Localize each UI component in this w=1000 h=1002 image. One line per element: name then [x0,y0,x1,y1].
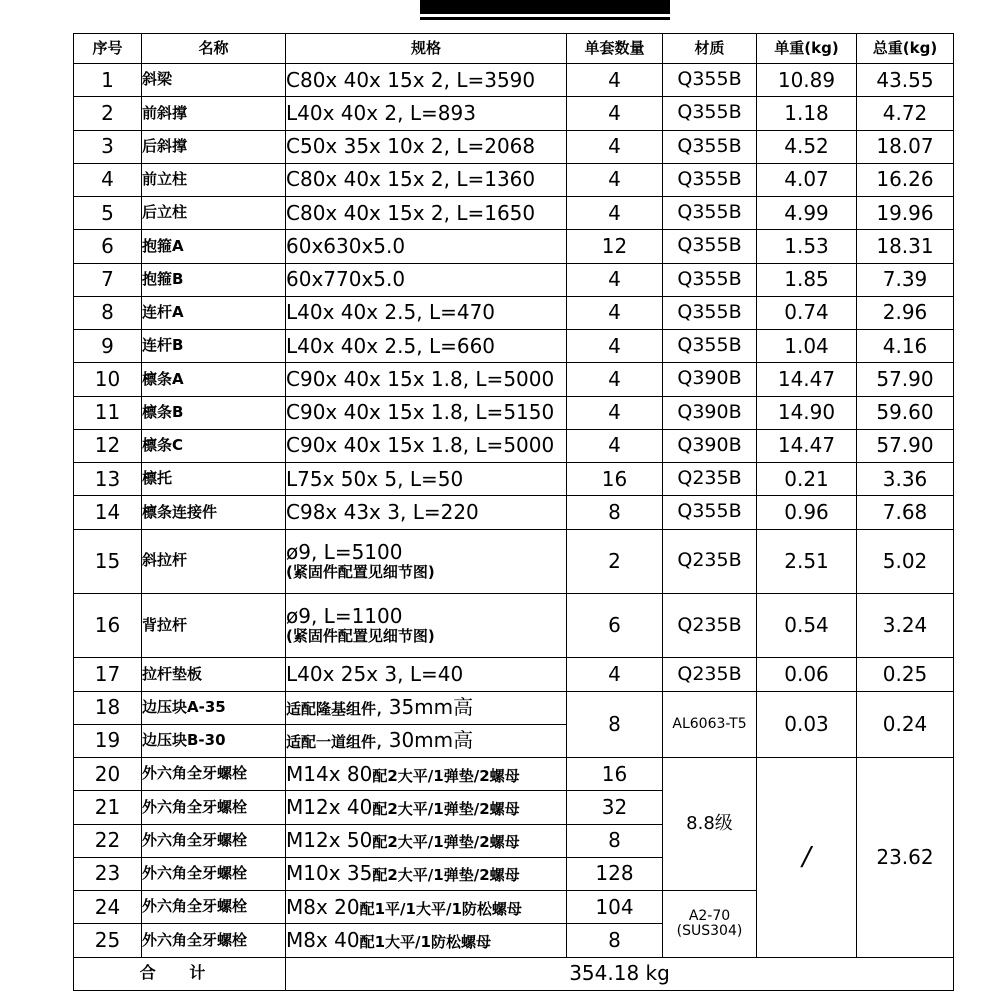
row-spec-fittings: 配1平/1大平/1防松螺母 [359,899,522,918]
header-total-weight: 总重(kg) [857,34,954,64]
row-total-weight: 59.60 [857,396,954,429]
row-unit-weight: 4.07 [757,163,857,196]
row-spec-main: C50x 35x 10x 2, L=2068 [286,134,536,159]
row-qty: 4 [567,330,663,363]
table-row [74,163,954,196]
row-spec [286,363,567,396]
row-spec [286,263,567,296]
row-qty: 32 [567,791,663,824]
table-body [74,64,954,991]
row-qty: 4 [567,97,663,130]
header-no: 序号 [74,34,142,64]
row-spec-size: M8x 20 [286,894,360,919]
row-material: Q355B [663,330,757,363]
row-qty: 12 [567,230,663,263]
row-spec-main: C80x 40x 15x 2, L=1650 [286,200,536,225]
table-row [74,593,954,657]
row-unit-weight: 1.85 [757,263,857,296]
row-no: 20 [74,758,142,791]
row-name: 外六角全牙螺栓 [142,891,286,924]
row-qty: 4 [567,429,663,462]
header-name: 名称 [142,34,286,64]
row-no: 1 [74,64,142,97]
row-name: 前斜撑 [142,97,286,130]
row-material: Q235B [663,463,757,496]
row-spec-main: C98x 43x 3, L=220 [286,499,479,524]
row-name: 前立柱 [142,163,286,196]
row-name: 檩条C [142,429,286,462]
row-material: Q390B [663,363,757,396]
row-no: 8 [74,296,142,329]
row-total-weight: 3.24 [857,593,954,657]
row-no: 13 [74,463,142,496]
row-total-weight: 3.36 [857,463,954,496]
row-spec-size: M8x 40 [286,927,360,952]
row-name: 外六角全牙螺栓 [142,791,286,824]
row-qty: 128 [567,857,663,890]
bolt-total-weight: 23.62 [857,758,954,958]
row-spec [286,758,567,791]
row-unit-weight: 0.06 [757,658,857,691]
row-name: 檩条连接件 [142,496,286,529]
table-row [74,330,954,363]
row-name: 檩条B [142,396,286,429]
row-total-weight: 57.90 [857,363,954,396]
row-total-weight: 0.25 [857,658,954,691]
row-no: 2 [74,97,142,130]
row-spec [286,429,567,462]
table-row [74,429,954,462]
row-spec [286,496,567,529]
row-no: 10 [74,363,142,396]
row-no: 9 [74,330,142,363]
row-spec-tail: , 35mm高 [376,695,474,720]
row-spec-main: 60x770x5.0 [286,267,406,292]
row-spec-fittings: 配2大平/1弹垫/2螺母 [372,799,520,818]
row-total-weight: 57.90 [857,429,954,462]
table-row [74,363,954,396]
row-name: 外六角全牙螺栓 [142,758,286,791]
row-unit-weight: 0.74 [757,296,857,329]
row-no: 25 [74,924,142,957]
row-spec [286,857,567,890]
bolt-material-a2-line2: (SUS304) [676,922,743,939]
row-qty: 4 [567,658,663,691]
row-spec-fittings: 配2大平/1弹垫/2螺母 [372,866,520,885]
row-qty: 8 [567,824,663,857]
row-spec [286,197,567,230]
row-spec [286,296,567,329]
row-qty: 8 [567,496,663,529]
row-material: Q355B [663,130,757,163]
row-unit-weight: 0.21 [757,463,857,496]
row-spec [286,463,567,496]
row-total-weight: 7.39 [857,263,954,296]
row-qty: 4 [567,197,663,230]
row-material: Q355B [663,197,757,230]
summary-value: 354.18 kg [286,957,954,990]
row-spec-main: L40x 40x 2.5, L=660 [286,333,496,358]
row-unit-weight: 1.53 [757,230,857,263]
row-name: 背拉杆 [142,593,286,657]
row-spec-size: M14x 80 [286,761,373,786]
row-spec [286,658,567,691]
row-name: 连杆A [142,296,286,329]
table-row [74,496,954,529]
table-row [74,130,954,163]
row-spec [286,330,567,363]
row-name: 斜梁 [142,64,286,97]
row-material: Q355B [663,163,757,196]
bolt-unit-weight: / [757,758,857,958]
row-qty: 4 [567,263,663,296]
bill-of-materials-table [73,33,954,991]
row-material: Q235B [663,593,757,657]
row-no: 21 [74,791,142,824]
row-total-weight: 43.55 [857,64,954,97]
row-qty: 8 [567,924,663,957]
row-unit-weight: 14.90 [757,396,857,429]
row-qty: 4 [567,130,663,163]
row-total-weight: 5.02 [857,529,954,593]
row-qty: 16 [567,463,663,496]
row-qty: 4 [567,396,663,429]
row-unit-weight: 1.18 [757,97,857,130]
row-spec-main: ø9, L=5100 [286,539,403,564]
row-spec [286,891,567,924]
row-spec-main: C80x 40x 15x 2, L=3590 [286,67,536,92]
row-unit-weight: 0.96 [757,496,857,529]
row-name: 外六角全牙螺栓 [142,857,286,890]
row-unit-weight: 1.04 [757,330,857,363]
row-spec-main: C80x 40x 15x 2, L=1360 [286,167,536,192]
row-total-weight: 18.07 [857,130,954,163]
row-name: 抱箍B [142,263,286,296]
row-material: Q235B [663,529,757,593]
row-material: Q355B [663,64,757,97]
row-name: 外六角全牙螺栓 [142,924,286,957]
row-spec [286,593,567,657]
row-spec-main: ø9, L=1100 [286,604,403,629]
row-total-weight: 4.16 [857,330,954,363]
row-no: 17 [74,658,142,691]
row-spec-cn: 适配一道组件 [286,733,377,752]
clamp-material: AL6063-T5 [663,691,757,758]
header-unit-weight: 单重(kg) [757,34,857,64]
row-material: Q390B [663,429,757,462]
clamp-total-weight: 0.24 [857,691,954,758]
row-unit-weight: 14.47 [757,363,857,396]
row-no: 24 [74,891,142,924]
row-material: Q355B [663,230,757,263]
table-row [74,230,954,263]
row-spec [286,724,567,757]
row-no: 6 [74,230,142,263]
clamp-unit-weight: 0.03 [757,691,857,758]
row-name: 后斜撑 [142,130,286,163]
row-no: 19 [74,724,142,757]
row-spec [286,130,567,163]
row-no: 14 [74,496,142,529]
table-row [74,296,954,329]
row-total-weight: 18.31 [857,230,954,263]
table-row [74,64,954,97]
row-spec-fittings: 配1大平/1防松螺母 [359,932,491,951]
row-no: 7 [74,263,142,296]
row-name: 边压块A-35 [142,691,286,724]
row-spec-main: C90x 40x 15x 1.8, L=5000 [286,366,555,391]
row-spec [286,97,567,130]
row-spec-main: 60x630x5.0 [286,233,406,258]
row-no: 4 [74,163,142,196]
row-qty: 104 [567,891,663,924]
row-unit-weight: 4.52 [757,130,857,163]
table-row [74,529,954,593]
table-row [74,263,954,296]
row-spec-main: L75x 50x 5, L=50 [286,466,464,491]
row-no: 5 [74,197,142,230]
table-row [74,97,954,130]
row-name: 斜拉杆 [142,529,286,593]
row-qty: 16 [567,758,663,791]
row-spec [286,691,567,724]
row-name: 抱箍A [142,230,286,263]
row-spec [286,64,567,97]
row-spec-tail: , 30mm高 [376,728,474,753]
row-no: 16 [74,593,142,657]
row-name: 檩托 [142,463,286,496]
row-qty: 6 [567,593,663,657]
row-material: Q390B [663,396,757,429]
row-name: 外六角全牙螺栓 [142,824,286,857]
row-material: Q235B [663,658,757,691]
table-row [74,691,954,724]
row-no: 3 [74,130,142,163]
row-unit-weight: 14.47 [757,429,857,462]
row-spec-fittings: 配2大平/1弹垫/2螺母 [372,833,520,852]
table-row [74,197,954,230]
table-row [74,658,954,691]
clamp-qty: 8 [567,691,663,758]
header-spec: 规格 [286,34,567,64]
row-unit-weight: 10.89 [757,64,857,97]
row-spec [286,824,567,857]
row-spec-size: M12x 50 [286,828,373,853]
row-qty: 4 [567,163,663,196]
row-spec-main: L40x 25x 3, L=40 [286,661,464,686]
row-spec [286,396,567,429]
header-row [74,34,954,64]
row-no: 22 [74,824,142,857]
row-spec [286,529,567,593]
table-row [74,758,954,791]
row-material: Q355B [663,496,757,529]
bolt-material-a2-line1: A2-70 [688,908,731,925]
summary-row [74,957,954,990]
row-spec-note: (紧固件配置见细节图) [286,627,435,646]
row-name: 檩条A [142,363,286,396]
row-qty: 4 [567,363,663,396]
row-qty: 4 [567,296,663,329]
header-material: 材质 [663,34,757,64]
row-unit-weight: 0.54 [757,593,857,657]
row-spec-main: L40x 40x 2, L=893 [286,100,476,125]
summary-label: 合 计 [74,957,286,990]
row-no: 15 [74,529,142,593]
row-material: Q355B [663,263,757,296]
row-spec-fittings: 配2大平/1弹垫/2螺母 [372,766,520,785]
row-material: Q355B [663,296,757,329]
row-spec-note: (紧固件配置见细节图) [286,562,435,581]
table-row [74,463,954,496]
row-name: 连杆B [142,330,286,363]
row-material: Q355B [663,97,757,130]
row-spec-main: C90x 40x 15x 1.8, L=5000 [286,433,555,458]
row-unit-weight: 4.99 [757,197,857,230]
row-spec [286,163,567,196]
row-spec-size: M12x 40 [286,794,373,819]
row-spec-main: C90x 40x 15x 1.8, L=5150 [286,400,555,425]
row-name: 后立柱 [142,197,286,230]
row-spec [286,230,567,263]
row-no: 23 [74,857,142,890]
row-name: 拉杆垫板 [142,658,286,691]
row-total-weight: 16.26 [857,163,954,196]
row-qty: 2 [567,529,663,593]
row-spec-cn: 适配隆基组件 [286,700,377,719]
row-no: 18 [74,691,142,724]
row-name: 边压块B-30 [142,724,286,757]
header-qty: 单套数量 [567,34,663,64]
drawing-title-bar [420,0,670,17]
row-no: 11 [74,396,142,429]
row-qty: 4 [567,64,663,97]
row-spec-size: M10x 35 [286,861,373,886]
row-spec [286,791,567,824]
row-no: 12 [74,429,142,462]
table-row [74,396,954,429]
row-total-weight: 2.96 [857,296,954,329]
row-spec-main: L40x 40x 2.5, L=470 [286,300,496,325]
row-spec [286,924,567,957]
bolt-material-a2 [663,891,757,958]
row-total-weight: 19.96 [857,197,954,230]
row-unit-weight: 2.51 [757,529,857,593]
row-total-weight: 7.68 [857,496,954,529]
row-total-weight: 4.72 [857,97,954,130]
bolt-material-88: 8.8级 [663,758,757,891]
